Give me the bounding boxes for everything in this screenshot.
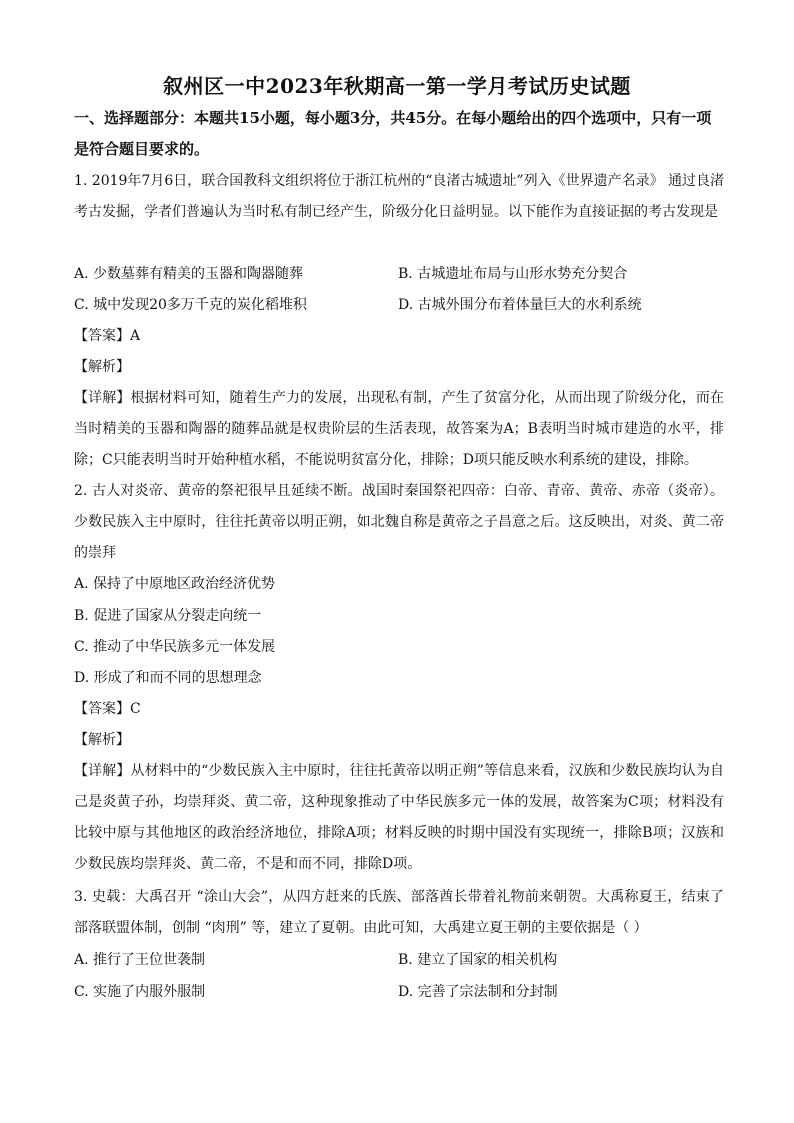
q3-stem: 3. 史载：大禹召开 “涂山大会”，从四方赶来的氏族、部落酋长带着礼物前来朝贺。大禹称夏王，结束了部落联盟体制，创制 “肉刑” 等，建立了夏朝。由此可知，大禹建立夏王朝的主要依据是（ ）	[74, 889, 724, 936]
q3-option-d: D. 完善了宗法制和分封制	[398, 984, 558, 1000]
q1-answer: 【答案】A	[74, 328, 141, 344]
q3-option-c: C. 实施了内服外服制	[74, 984, 206, 1000]
q2-analysis-label: 【解析】	[74, 732, 130, 748]
q3-option-b: B. 建立了国家的相关机构	[398, 952, 558, 968]
q2-detail: 【详解】从材料中的“少数民族入主中原时，往往托黄帝以明正朔”等信息来看，汉族和少数民族均认为自己是炎黄子孙，均崇拜炎、黄二帝，这种现象推动了中华民族多元一体的发展，故答案为C项；材料没有比较中原与其他地区的政治经济地位，排除A项；材料反映的时期中国没有实现统一，排除B项；汉族和少数民族均崇拜炎、黄二帝，不是和而不同，排除D项。	[74, 763, 724, 872]
q1-option-d: D. 古城外围分布着体量巨大的水利系统	[398, 297, 642, 313]
q1-option-b: B. 古城遗址布局与山形水势充分契合	[398, 266, 628, 282]
q2-stem: 2. 古人对炎帝、黄帝的祭祀很早且延续不断。战国时秦国祭祀四帝：白帝、青帝、黄帝、赤帝（炎帝）。少数民族入主中原时，往往托黄帝以明正朔，如北魏自称是黄帝之子昌意之后。这反映出，对炎、黄二帝的崇拜	[74, 483, 724, 561]
q2-option-d: D. 形成了和而不同的思想理念	[74, 670, 262, 686]
q1-detail: 【详解】根据材料可知，随着生产力的发展，出现私有制，产生了贫富分化，从而出现了阶级分化，而在当时精美的玉器和陶器的随葬品就是权贵阶层的生活表现，故答案为A；B表明当时城市建造的水平，排除；C只能表明当时开始种植水稻，不能说明贫富分化，排除；D项只能反映水利系统的建设，排除。	[74, 390, 724, 468]
q1-stem: 1. 2019年7月6日，联合国教科文组织将位于浙江杭州的“良渚古城遗址”列入《世界遗产名录》 通过良渚考古发掘，学者们普遍认为当时私有制已经产生，阶级分化日益明显。以下能作为直接证据的考古发现是	[74, 173, 725, 220]
q3-option-a: A. 推行了王位世袭制	[74, 952, 206, 968]
q1-option-a: A. 少数墓葬有精美的玉器和陶器随葬	[74, 266, 304, 282]
q2-option-c: C. 推动了中华民族多元一体发展	[74, 639, 276, 655]
q1-option-c: C. 城中发现20多万千克的炭化稻堆积	[74, 297, 307, 313]
q2-option-a: A. 保持了中原地区政治经济优势	[74, 576, 276, 592]
q1-analysis-label: 【解析】	[74, 359, 130, 375]
page-title: 叙州区一中2023年秋期高一第一学月考试历史试题	[163, 74, 631, 98]
q2-option-b: B. 促进了国家从分裂走向统一	[74, 608, 262, 624]
section-heading: 一、选择题部分：本题共15小题，每小题3分，共45分。在每小题给出的四个选项中，只有一项是符合题目要求的。	[74, 109, 712, 158]
q2-answer: 【答案】C	[74, 701, 141, 717]
